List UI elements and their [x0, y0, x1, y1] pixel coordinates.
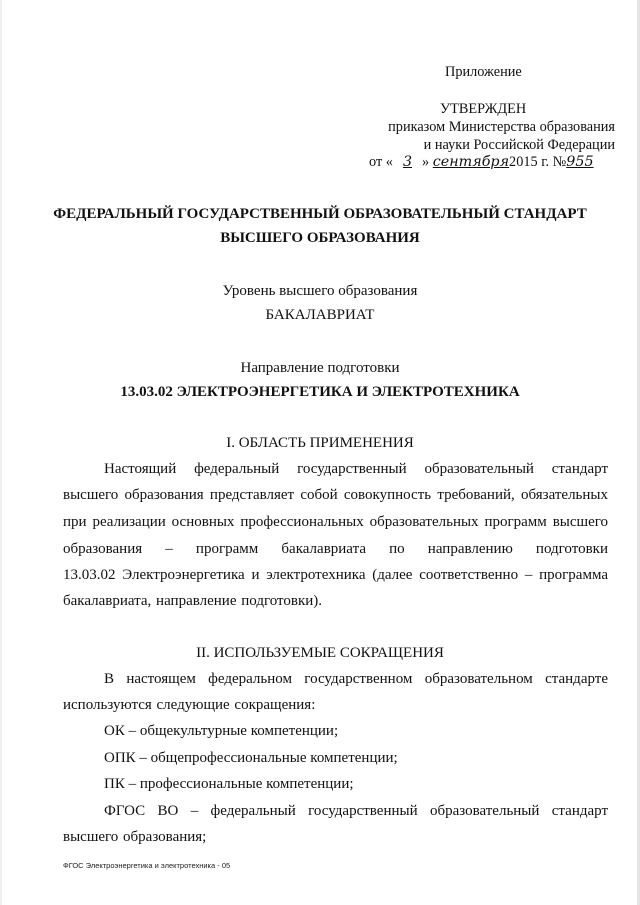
- section-2-intro-line: используются следующие сокращения:: [63, 697, 316, 713]
- section-2-intro-line: В настоящем федеральном государственном образовательном стандарте: [104, 671, 608, 687]
- order-line-2: и науки Российской Федерации: [423, 137, 615, 153]
- document-title-line-1: ФЕДЕРАЛЬНЫЙ ГОСУДАРСТВЕННЫЙ ОБРАЗОВАТЕЛЬНЫЙ СТАНДАРТ: [53, 206, 587, 222]
- section-1-line: при реализации основных профессиональных образовательных программ высшего: [63, 514, 608, 530]
- appendix-label: Приложение: [445, 64, 522, 80]
- abbreviation-fgos-line: высшего образования;: [63, 829, 207, 845]
- date-day: 3: [402, 154, 413, 170]
- direction-label: Направление подготовки: [240, 360, 400, 376]
- date-mid: »: [422, 154, 430, 170]
- order-line-1: приказом Министерства образования: [388, 119, 615, 135]
- approved-label: УТВЕРЖДЕН: [440, 101, 527, 117]
- document-title-line-2: ВЫСШЕГО ОБРАЗОВАНИЯ: [220, 230, 420, 246]
- date-year: 2015 г. №: [509, 154, 567, 170]
- date-month: сентября: [432, 154, 510, 170]
- order-date-line: [369, 154, 594, 171]
- level-label: Уровень высшего образования: [222, 283, 418, 299]
- section-1-line: 13.03.02 Электроэнергетика и электротехника (далее соответственно – программа: [63, 567, 608, 583]
- abbreviation-opk: ОПК – общепрофессиональные компетенции;: [104, 750, 398, 766]
- date-prefix: от «: [369, 154, 393, 170]
- abbreviation-ok: ОК – общекультурные компетенции;: [104, 723, 339, 739]
- section-1-line: Настоящий федеральный государственный образовательный стандарт: [104, 461, 608, 477]
- section-1-heading: I. ОБЛАСТЬ ПРИМЕНЕНИЯ: [226, 435, 414, 451]
- section-1-line: бакалавриата, направление подготовки).: [63, 593, 323, 609]
- page-footer: ФГОС Электроэнергетика и электротехника - 05: [63, 861, 231, 870]
- section-2-heading: II. ИСПОЛЬЗУЕМЫЕ СОКРАЩЕНИЯ: [196, 645, 444, 661]
- section-1-line: образования – программ бакалавриата по направлению подготовки: [63, 541, 608, 557]
- section-1-line: высшего образования представляет собой совокупность требований, обязательных: [63, 487, 608, 503]
- abbreviation-fgos-line: ФГОС ВО – федеральный государственный образовательный стандарт: [104, 803, 608, 819]
- level-value: БАКАЛАВРИАТ: [265, 307, 375, 323]
- abbreviation-pk: ПК – профессиональные компетенции;: [104, 776, 354, 792]
- direction-value: 13.03.02 ЭЛЕКТРОЭНЕРГЕТИКА И ЭЛЕКТРОТЕХНИКА: [120, 384, 520, 400]
- order-number: 955: [566, 154, 594, 170]
